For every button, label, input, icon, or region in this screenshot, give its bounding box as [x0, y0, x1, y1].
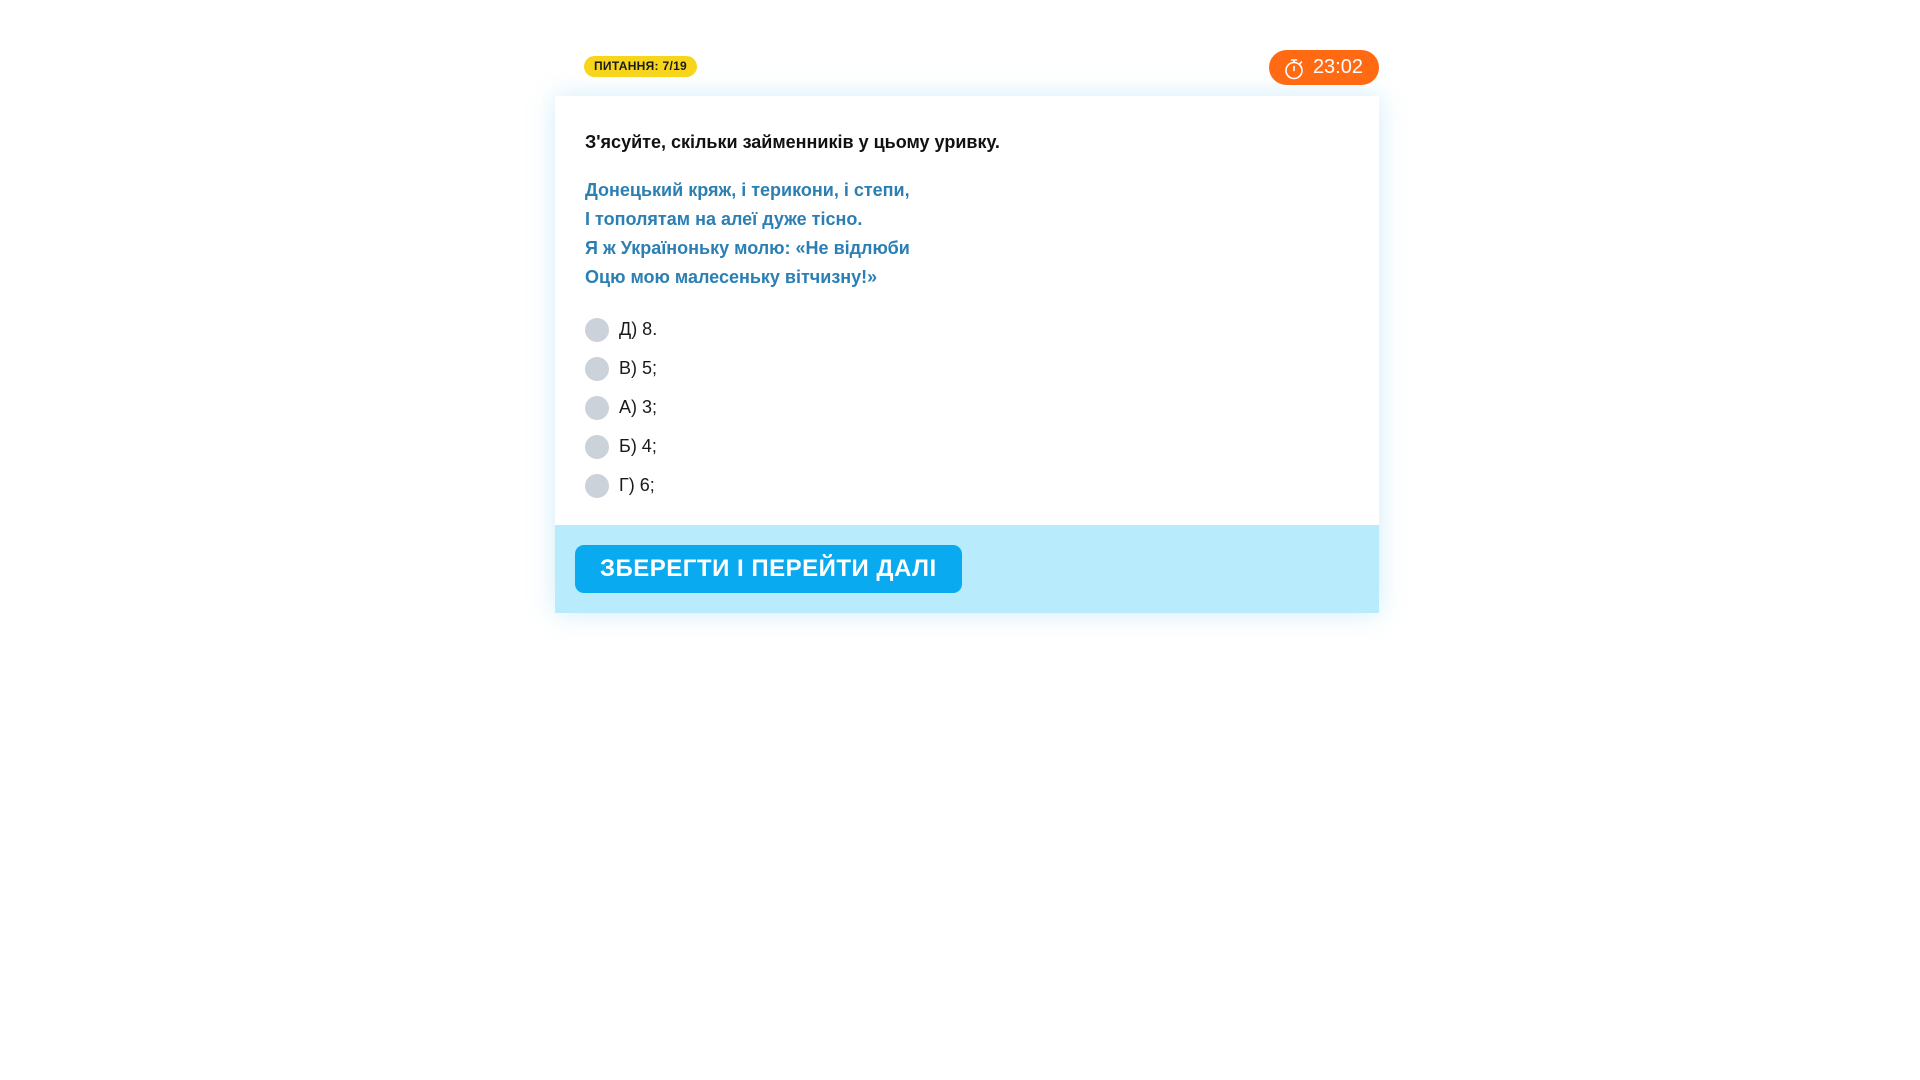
radio-button[interactable] — [585, 474, 609, 498]
answer-option[interactable] — [585, 466, 1349, 505]
poem-line: І тополятам на алеї дуже тісно. — [585, 209, 863, 229]
question-counter-badge: ПИТАННЯ: 7/19 — [584, 56, 697, 77]
radio-button[interactable] — [585, 435, 609, 459]
question-footer — [555, 525, 1379, 613]
quiz-header — [555, 50, 1379, 96]
poem-line: Донецький кряж, і терикони, і степи, — [585, 180, 910, 200]
answer-option[interactable] — [585, 427, 1349, 466]
question-card — [555, 96, 1379, 613]
answer-option-label: В) 5; — [619, 358, 658, 378]
answer-options — [585, 310, 1349, 505]
answer-option-label: А) 3; — [619, 397, 658, 417]
answer-option[interactable] — [585, 388, 1349, 427]
answer-option[interactable] — [585, 349, 1349, 388]
radio-button[interactable] — [585, 396, 609, 420]
poem-line: Оцю мою малесеньку вітчизну!» — [585, 267, 878, 287]
poem-excerpt — [585, 176, 1349, 292]
answer-option-label: Д) 8. — [619, 319, 658, 339]
quiz-container — [555, 50, 1379, 613]
timer-value: 23:02 — [1312, 56, 1363, 78]
answer-option[interactable] — [585, 310, 1349, 349]
radio-button[interactable] — [585, 318, 609, 342]
poem-line: Я ж Україноньку молю: «Не відлюби — [585, 238, 910, 258]
answer-option-label: Б) 4; — [619, 436, 657, 456]
answer-option-label: Г) 6; — [619, 475, 655, 495]
stopwatch-icon — [1283, 57, 1305, 79]
question-prompt: З'ясуйте, скільки займенників у цьому уривку. — [585, 132, 1000, 152]
save-and-next-button[interactable]: ЗБЕРЕГТИ І ПЕРЕЙТИ ДАЛІ — [575, 545, 962, 593]
question-body — [555, 96, 1379, 525]
timer-badge — [1269, 50, 1379, 85]
radio-button[interactable] — [585, 357, 609, 381]
